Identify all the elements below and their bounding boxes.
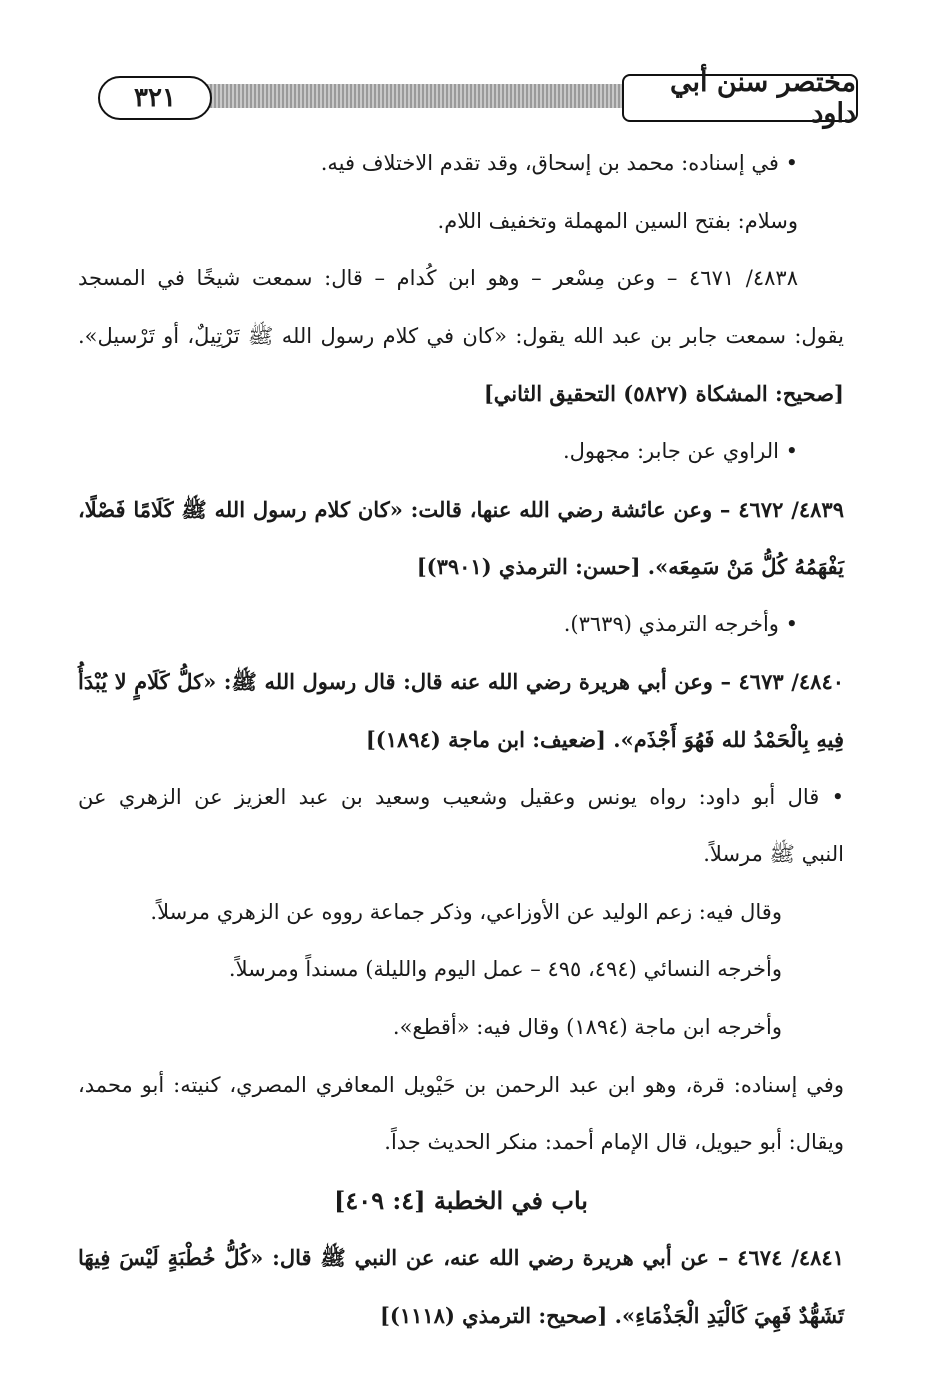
text-line: • في إسناده: محمد بن إسحاق، وقد تقدم الاختلاف فيه.: [320, 151, 798, 175]
text-line: ويقال: أبو حيويل، قال الإمام أحمد: منكر الحديث جداً.: [384, 1130, 844, 1155]
text-line: وأخرجه ابن ماجة (١٨٩٤) وقال فيه: «أقطع».: [392, 1014, 782, 1039]
page-body: [78, 135, 844, 1344]
hadith-line: تَشَهُّدٌ فَهِيَ كَالْيَدِ الْجَذْمَاءِ». [صحيح: الترمذي (١١١٨)]: [379, 1302, 844, 1328]
page-header: [80, 67, 858, 129]
text-line: وسلام: بفتح السين المهملة وتخفيف اللام.: [437, 208, 798, 233]
book-title: مختصر سنن أبي داود: [622, 74, 858, 122]
text-line: • وأخرجه الترمذي (٣٦٣٩).: [563, 611, 798, 636]
text-line: وأخرجه النسائي (٤٩٤، ٤٩٥ – عمل اليوم والليلة) مسنداً ومرسلاً.: [228, 957, 782, 982]
hadith-line: ٤٨٣٨/ ٤٦٧١ – وعن مِسْعر – وهو ابن كُدام – قال: سمعت شيخًا في المسجد: [78, 266, 798, 291]
text-line: النبي ﷺ مرسلاً.: [703, 842, 844, 867]
hadith-line: يقول: سمعت جابر بن عبد الله يقول: «كان في كلام رسول الله ﷺ تَرْتِيلٌ، أو تَرْسيل».: [78, 323, 844, 348]
text-line: • الراوي عن جابر: مجهول.: [563, 438, 798, 463]
hadith-line: فِيهِ بِالْحَمْدُ لله فَهُوَ أَجْذَم». [ضعيف: ابن ماجة (١٨٩٤)]: [365, 726, 844, 752]
text-line: وقال فيه: زعم الوليد عن الأوزاعي، وذكر جماعة رووه عن الزهري مرسلاً.: [150, 899, 782, 924]
page-number: ٣٢١: [98, 76, 212, 120]
hadith-line: ٤٨٤١/ ٤٦٧٤ – عن أبي هريرة رضي الله عنه، عن النبي ﷺ قال: «كُلُّ خُطْبَةٍ لَيْسَ فِيهَا: [78, 1245, 844, 1271]
text-line: • قال أبو داود: رواه يونس وعقيل وشعيب وسعيد بن عبد العزيز عن الزهري عن: [78, 784, 844, 809]
chapter-heading: باب في الخطبة [٤: ٤٠٩]: [334, 1185, 588, 1215]
hadith-line: ٤٨٤٠/ ٤٦٧٣ – وعن أبي هريرة رضي الله عنه قال: قال رسول الله ﷺ: «كلُّ كَلَامٍ لا يُبْدَأُ: [78, 669, 845, 695]
text-line: وفي إسناده: قرة، وهو ابن عبد الرحمن بن حَيْويل المعافري المصري، كنيته: أبو محمد،: [78, 1072, 844, 1097]
grading-line: [صحيح: المشكاة (٥٨٢٧) التحقيق الثاني]: [483, 381, 844, 407]
hadith-line: يَفْهَمُهُ كُلُّ مَنْ سَمِعَه». [حسن: الترمذي (٣٩٠١)]: [416, 554, 844, 580]
hadith-line: ٤٨٣٩/ ٤٦٧٢ – وعن عائشة رضي الله عنها، قالت: «كان كلام رسول الله ﷺ كَلَامًا فَصْلًا،: [78, 496, 844, 522]
